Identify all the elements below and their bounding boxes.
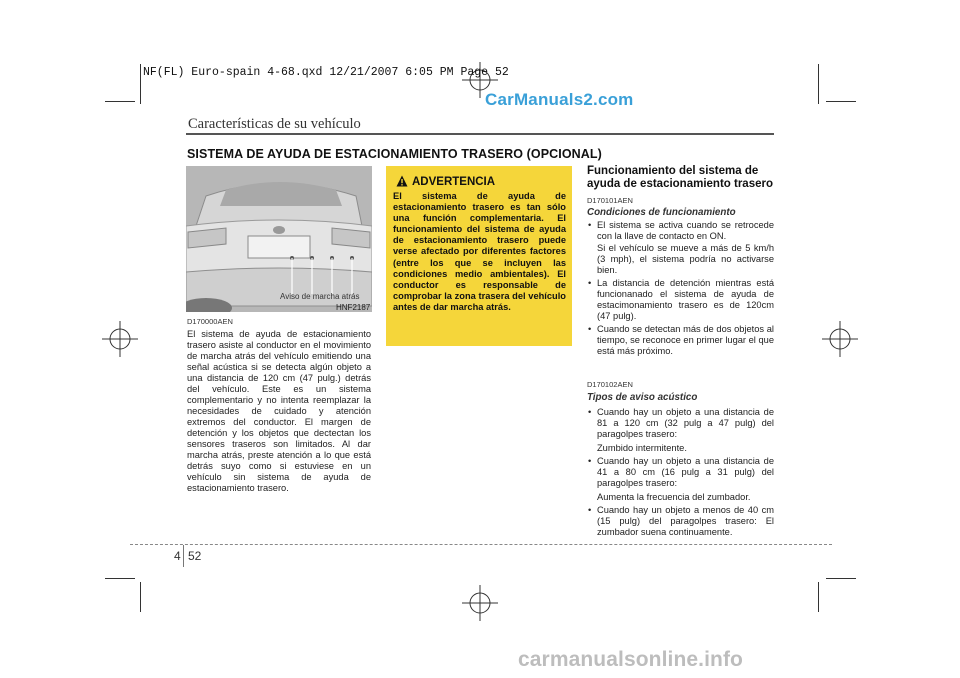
- section-code: D170101AEN: [587, 196, 633, 205]
- conditions-list: [587, 220, 774, 359]
- conditions-subheading: Condiciones de funcionamiento: [587, 207, 736, 218]
- registration-mark-icon: [822, 321, 858, 357]
- list-item: [587, 220, 774, 276]
- section-code: D170102AEN: [587, 380, 633, 389]
- warning-title: ADVERTENCIA: [412, 176, 496, 188]
- operation-heading: Funcionamiento del sistema de ayuda de estacionamiento trasero: [587, 165, 773, 190]
- crop-mark: [140, 64, 141, 104]
- watermark-link[interactable]: CarManuals2.com: [485, 90, 634, 109]
- alert-text: Cuando hay un objeto a menos de 40 cm (15 pulg) del paragolpes trasero: El zumbador suena continuamente.: [597, 505, 774, 537]
- warning-text: El sistema de ayuda de estacionamiento trasero es tan sólo una función complementaria. El funcionamiento del sistema de ayuda de estacionamiento trasero puede verse afectado por diferentes factores (entre los que se incluyen las condiciones medio ambientales). El conductor es responsable de comprobar la zona trasera del vehículo antes de dar marcha atrás.: [393, 191, 566, 312]
- crop-mark: [105, 578, 135, 579]
- car-rear-photo: [186, 166, 372, 312]
- crop-mark: [818, 64, 819, 104]
- crop-mark: [826, 578, 856, 579]
- warning-icon: [396, 175, 408, 187]
- footer-rule: [130, 544, 832, 545]
- chapter-number: 4: [174, 549, 181, 563]
- condition-text: El sistema se activa cuando se retrocede con la llave de contacto en ON.: [597, 220, 774, 241]
- intro-paragraph: El sistema de ayuda de estacionamiento trasero asiste al conductor en el movimiento de marcha atrás del vehículo emitiendo una señal acústica si se detecta algún objeto a una distancia de 120 cm (47 pulg.) detrás del vehículo. Este es un sistema complementario y no intenta reemplazar la necesidades de cuidado y atención extremos del conductor. El margen de detención y los objetos que dectectan los sensores traseros son limitados. Al dar marcha atrás, preste atención a lo que está detrás suyo como si estuviese en un vehículo sin sistema de ayuda de estacionamiento trasero.: [187, 329, 371, 493]
- list-item: [587, 456, 774, 503]
- watermark-link[interactable]: carmanualsonline.info: [518, 648, 743, 671]
- alerts-subheading: Tipos de aviso acústico: [587, 392, 698, 403]
- condition-text: Cuando se detectan más de dos objetos al tiempo, se reconoce en primer lugar el que está más próximo.: [597, 324, 774, 356]
- section-title: Características de su vehículo: [188, 116, 361, 132]
- condition-extra: Si el vehículo se mueve a más de 5 km/h (3 mph), el sistema podría no activarse bien.: [597, 243, 774, 275]
- crop-mark: [105, 101, 135, 102]
- crop-mark: [818, 582, 819, 612]
- page-number: 52: [188, 549, 202, 563]
- main-heading: SISTEMA DE AYUDA DE ESTACIONAMIENTO TRASERO (OPCIONAL): [187, 147, 602, 161]
- alerts-list: [587, 407, 774, 540]
- page-separator: [183, 545, 184, 567]
- crop-mark: [140, 582, 141, 612]
- registration-mark-icon: [462, 585, 498, 621]
- file-info: NF(FL) Euro-spain 4-68.qxd 12/21/2007 6:05 PM Page 52: [143, 66, 509, 79]
- alert-text: Cuando hay un objeto a una distancia de 81 a 120 cm (32 pulg a 47 pulg) del paragolpes trasero:: [597, 407, 774, 439]
- alert-extra: Aumenta la frecuencia del zumbador.: [597, 492, 751, 502]
- list-item: [587, 324, 774, 357]
- alert-extra: Zumbido intermitente.: [597, 443, 687, 453]
- figure-caption: Aviso de marcha atrás: [280, 292, 360, 301]
- alert-text: Cuando hay un objeto a una distancia de 41 a 80 cm (16 pulg a 31 pulg) del paragolpes trasero:: [597, 456, 774, 488]
- section-code: D170000AEN: [187, 317, 233, 326]
- header-rule: [186, 133, 774, 135]
- crop-mark: [826, 101, 856, 102]
- registration-mark-icon: [102, 321, 138, 357]
- list-item: [587, 505, 774, 538]
- list-item: [587, 407, 774, 454]
- car-rear-illustration: [186, 166, 372, 312]
- condition-text: La distancia de detención mientras está funcionanado el sistema de ayuda de estacimonamiento trasero es de 120cm (47 pulg).: [597, 278, 774, 321]
- figure-code: HNF2187: [336, 303, 371, 312]
- list-item: [587, 278, 774, 322]
